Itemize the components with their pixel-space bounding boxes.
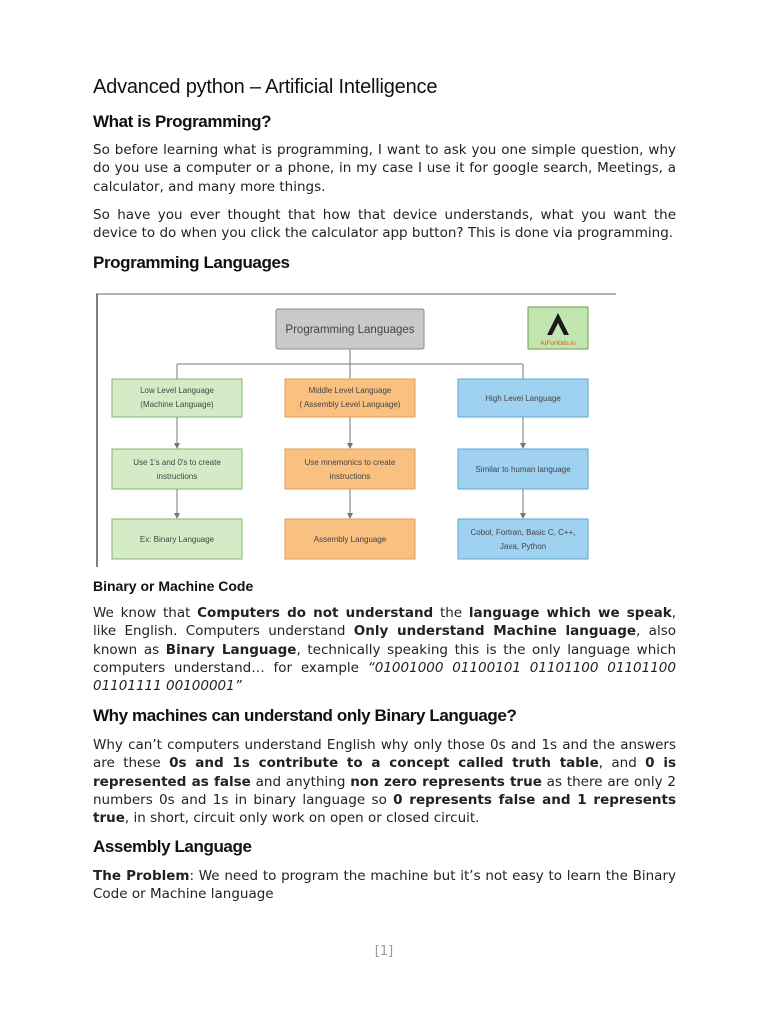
low-level-sublabel: (Machine Language) (140, 400, 214, 409)
middle-desc-line-1: Use mnemonics to create (304, 458, 396, 467)
heading-what-is-programming: What is Programming? (93, 112, 272, 131)
heading-why-binary: Why machines can understand only Binary Language? (93, 706, 517, 725)
high-example-line-2: Java, Python (499, 542, 547, 551)
paragraph-programming-device: So have you ever thought that how that device understands, what you want the device to do when you click the calculator app button? This is done via programming. (93, 207, 676, 242)
heading-binary-machine-code: Binary or Machine Code (93, 578, 254, 594)
arrowhead-low-2 (174, 513, 180, 519)
programming-languages-diagram (96, 293, 616, 569)
high-example-box (458, 519, 588, 559)
low-desc-line-2: instructions (156, 472, 198, 481)
logo-text: AIForKids.in (540, 340, 576, 347)
paragraph-programming-intro: So before learning what is programming, I want to ask you one simple question, why do you use a computer or a phone, in my case I use it for google search, Meetings, a calculator, and many more things. (93, 142, 676, 195)
middle-desc-box (285, 449, 415, 489)
arrowhead-high-2 (520, 513, 526, 519)
root-label: Programming Languages (285, 324, 415, 336)
middle-level-box (285, 379, 415, 417)
arrowhead-middle-2 (347, 513, 353, 519)
paragraph-why-binary: Why can’t computers understand English why only those 0s and 1s and the answers are these 0s and 1s contribute to a concept called truth table, and 0 is represented as false and anything non zero represents true as there are only 2 numbers 0s and 1s in binary language so 0 represents false and 1 represents true, in short, circuit only work on open or closed circuit. (93, 737, 676, 827)
paragraph-binary: We know that Computers do not understand the language which we speak, like English. Computers understand Only understand Machine language, also known as Binary Language, technically speaking this is the only language which computers understand… for example “01001000 01100101 01101100 01101100 01101111 00100001” (93, 605, 677, 695)
low-level-box (112, 379, 242, 417)
document-title: Advanced python – Artificial Intelligence (93, 76, 438, 98)
high-example-line-1: Cobol, Fortran, Basic C, C++, (470, 528, 576, 537)
high-desc-label: Similar to human language (475, 465, 571, 474)
heading-programming-languages: Programming Languages (93, 253, 290, 272)
paragraph-assembly-problem: The Problem: We need to program the machine but it’s not easy to learn the Binary Code or Machine language (93, 868, 676, 903)
middle-level-sublabel: ( Assembly Level Language) (299, 400, 401, 409)
low-example-label: Ex: Binary Language (139, 535, 215, 544)
low-desc-line-1: Use 1's and 0's to create (133, 458, 221, 467)
middle-desc-line-2: instructions (329, 472, 371, 481)
heading-assembly-language: Assembly Language (93, 837, 252, 856)
arrowhead-middle-1 (347, 443, 353, 449)
arrowhead-low-1 (174, 443, 180, 449)
page-number: [1] (374, 944, 394, 959)
low-desc-box (112, 449, 242, 489)
middle-level-label: Middle Level Language (308, 386, 392, 395)
low-level-label: Low Level Language (140, 386, 214, 395)
high-level-label: High Level Language (485, 394, 561, 403)
arrowhead-high-1 (520, 443, 526, 449)
middle-example-label: Assembly Language (313, 535, 387, 544)
